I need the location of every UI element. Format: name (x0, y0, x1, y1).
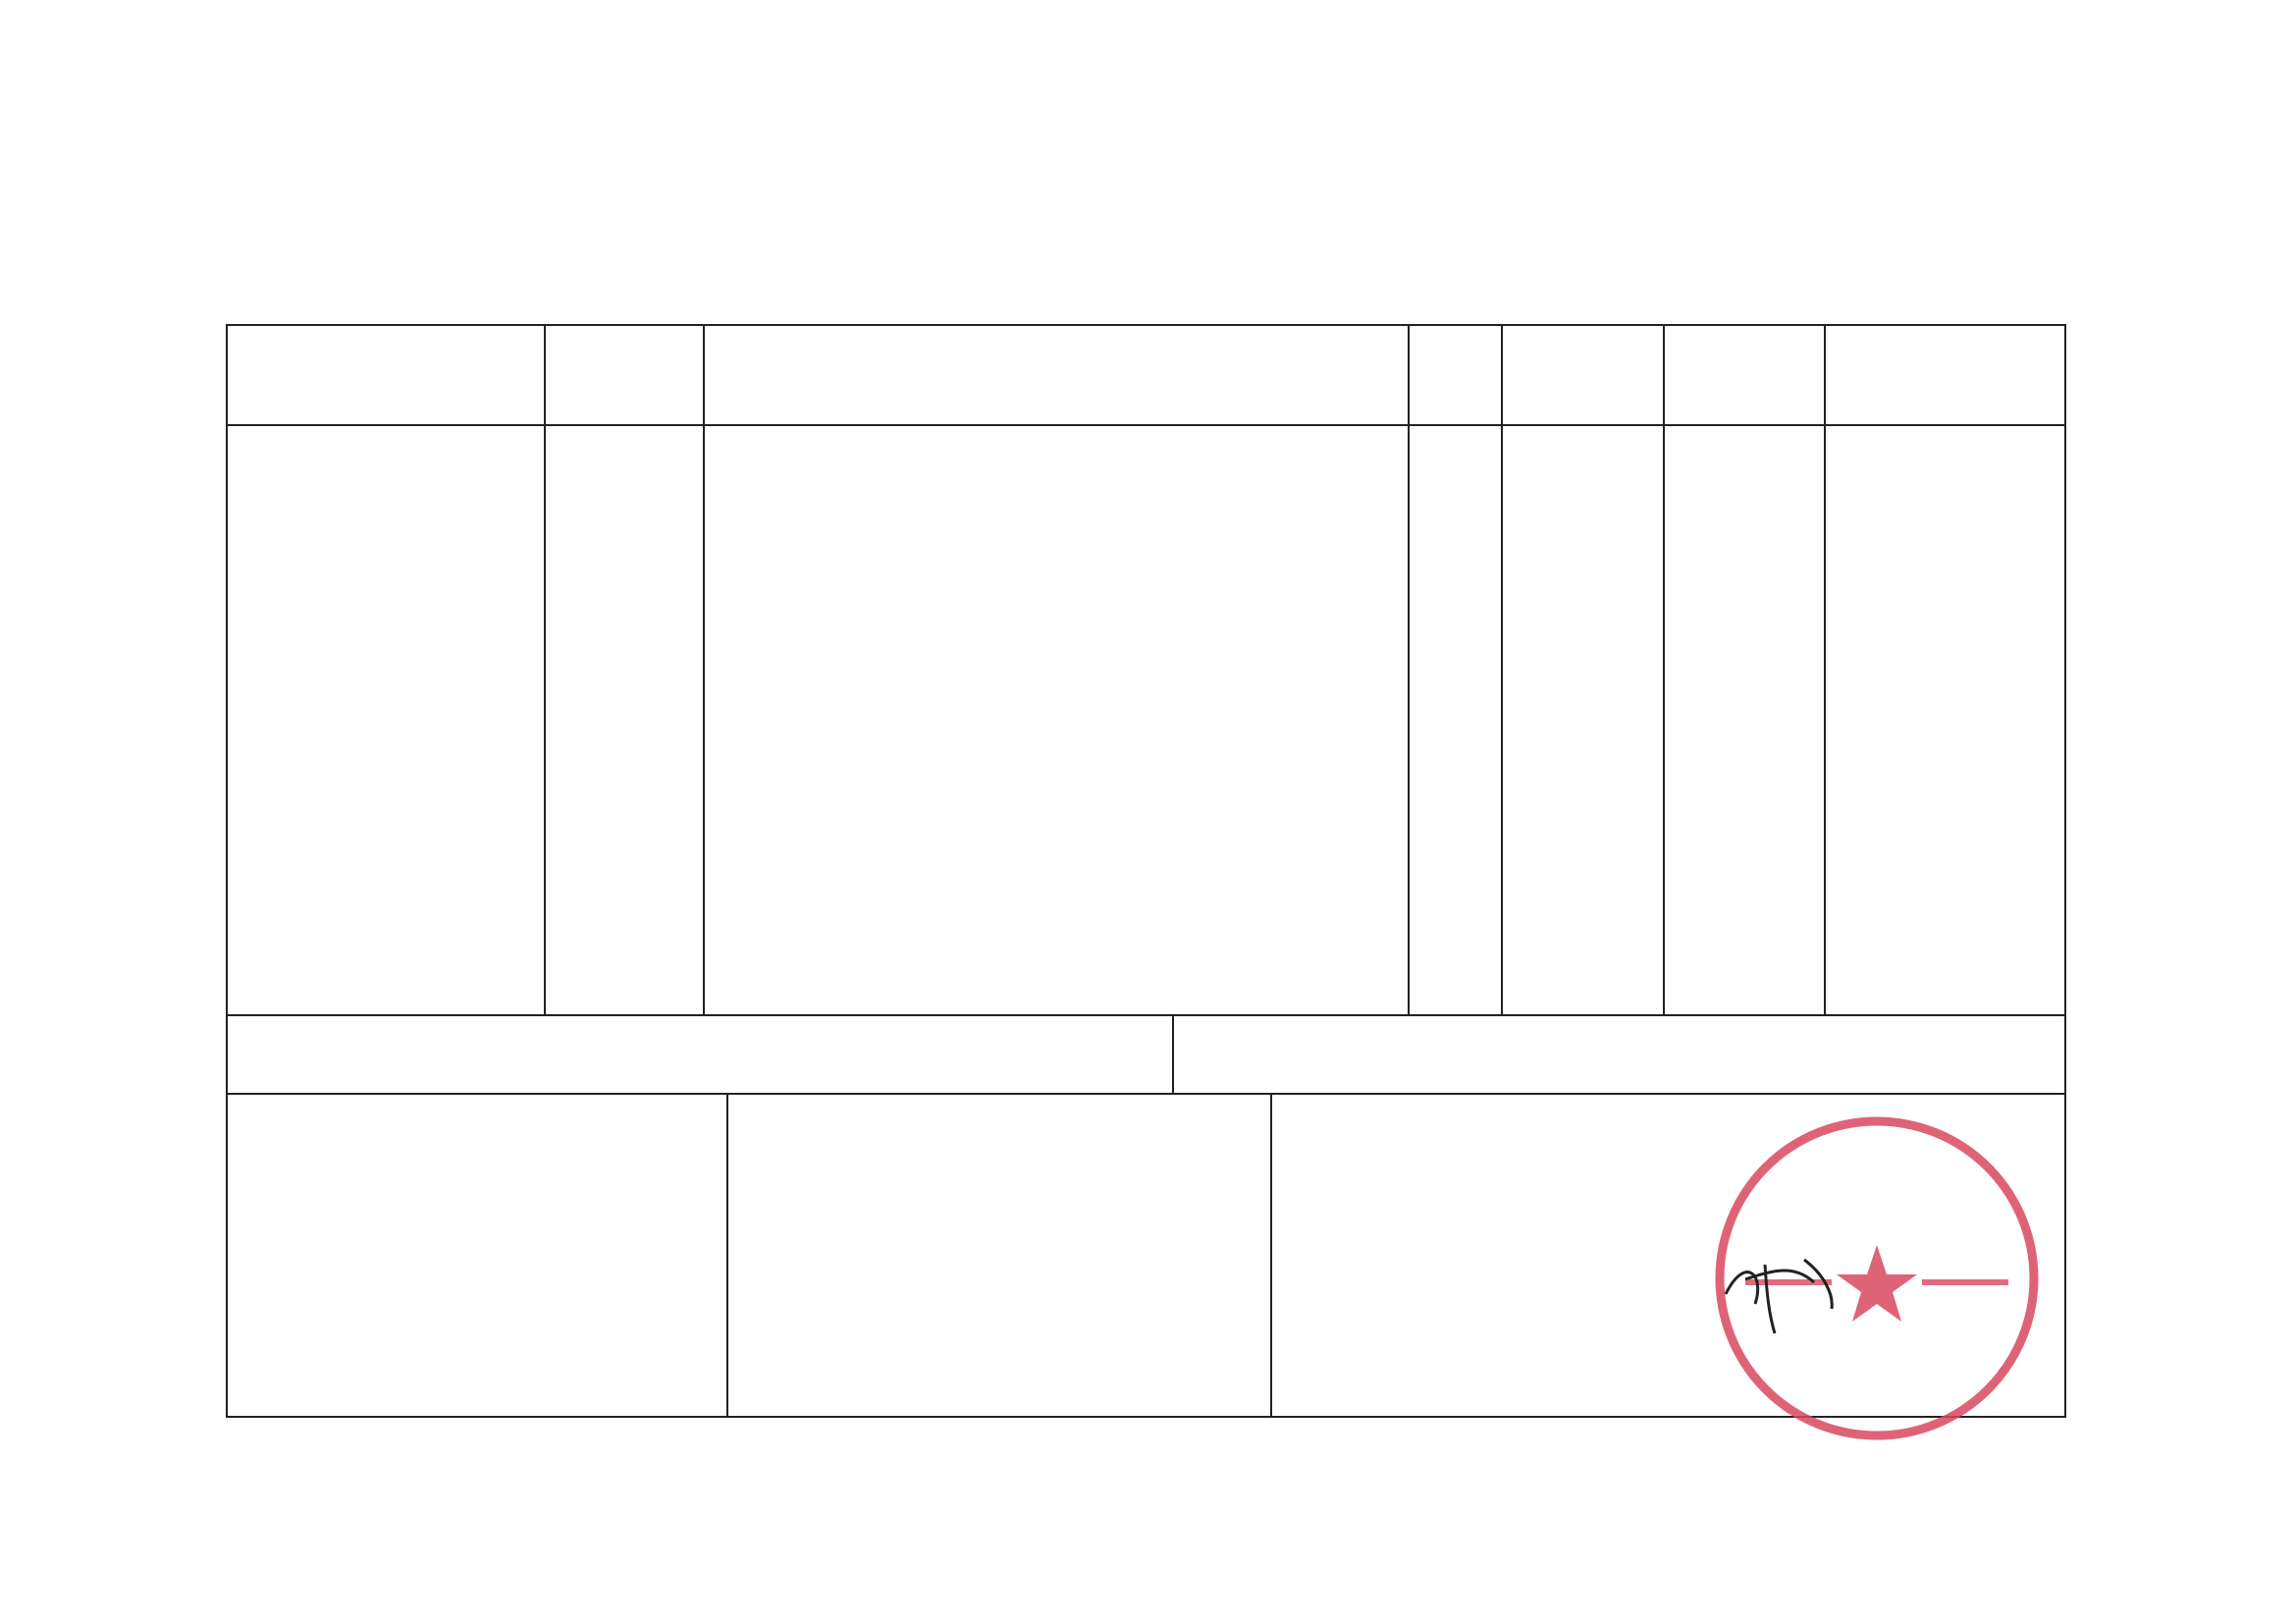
cell-product-name (240, 426, 544, 1014)
official-seal (1706, 1108, 2048, 1449)
header-quantity (1410, 326, 1501, 424)
cell-specs-list (719, 422, 1406, 1016)
header-specs (705, 326, 1408, 424)
col-divider (703, 324, 705, 1015)
star-icon (1837, 1245, 1917, 1322)
header-manufacturer (1826, 326, 2064, 424)
unit-leader-signature (1726, 1260, 1832, 1333)
cell-amount (1665, 426, 1824, 1014)
cell-unit-price (1503, 426, 1663, 1014)
cell-model (546, 426, 703, 1014)
cell-quantity (1410, 426, 1501, 1014)
summary-divider (226, 1093, 2066, 1095)
summary-col-divider (1172, 1014, 1174, 1094)
header-model (546, 326, 703, 424)
sign-col-divider (1270, 1093, 1272, 1418)
header-product-name (228, 326, 544, 424)
cell-manufacturer (1826, 426, 2064, 1014)
sign-col-divider (726, 1093, 728, 1418)
header-unit-price (1503, 326, 1663, 424)
header-amount (1665, 326, 1824, 424)
